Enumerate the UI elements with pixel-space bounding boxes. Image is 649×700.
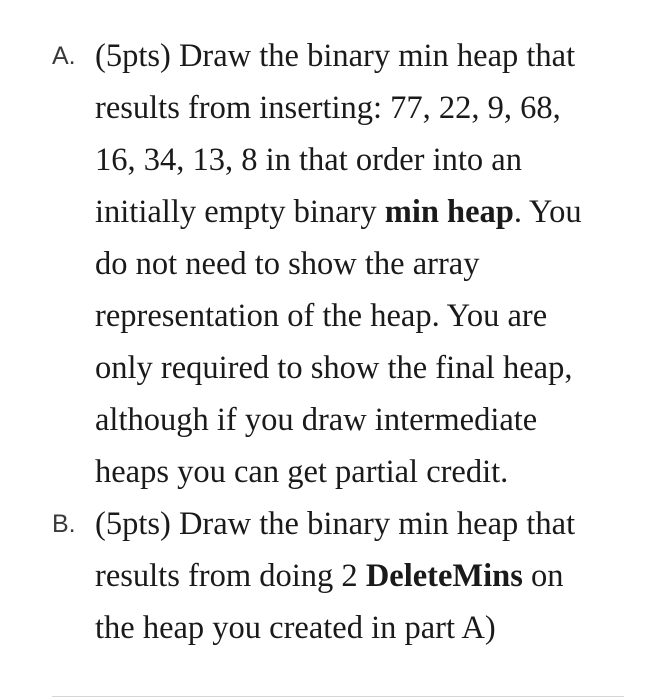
text-line: only required to show the final heap, xyxy=(95,350,573,386)
text-line: the heap you created in part A) xyxy=(95,610,496,646)
text-line: results from doing 2 DeleteMins on xyxy=(95,558,564,594)
bold-term-deletemins: DeleteMins xyxy=(365,558,523,594)
item-text-a xyxy=(95,30,635,498)
text-line: results from inserting: 77, 22, 9, 68, xyxy=(95,90,561,126)
text-line: representation of the heap. You are xyxy=(95,298,548,334)
divider-line xyxy=(52,696,624,697)
bold-term-min-heap: min heap xyxy=(384,194,514,230)
item-marker-a: A. xyxy=(52,42,76,70)
text-line: initially empty binary min heap. You xyxy=(95,194,582,230)
text-line: (5pts) Draw the binary min heap that xyxy=(95,506,576,542)
text-line: heaps you can get partial credit. xyxy=(95,454,509,490)
text-line: do not need to show the array xyxy=(95,246,480,282)
text-line: (5pts) Draw the binary min heap that xyxy=(95,38,576,74)
item-marker-b: B. xyxy=(52,510,76,538)
text-line: although if you draw intermediate xyxy=(95,402,538,438)
text-line: 16, 34, 13, 8 in that order into an xyxy=(95,142,522,178)
item-text-b xyxy=(95,498,635,654)
